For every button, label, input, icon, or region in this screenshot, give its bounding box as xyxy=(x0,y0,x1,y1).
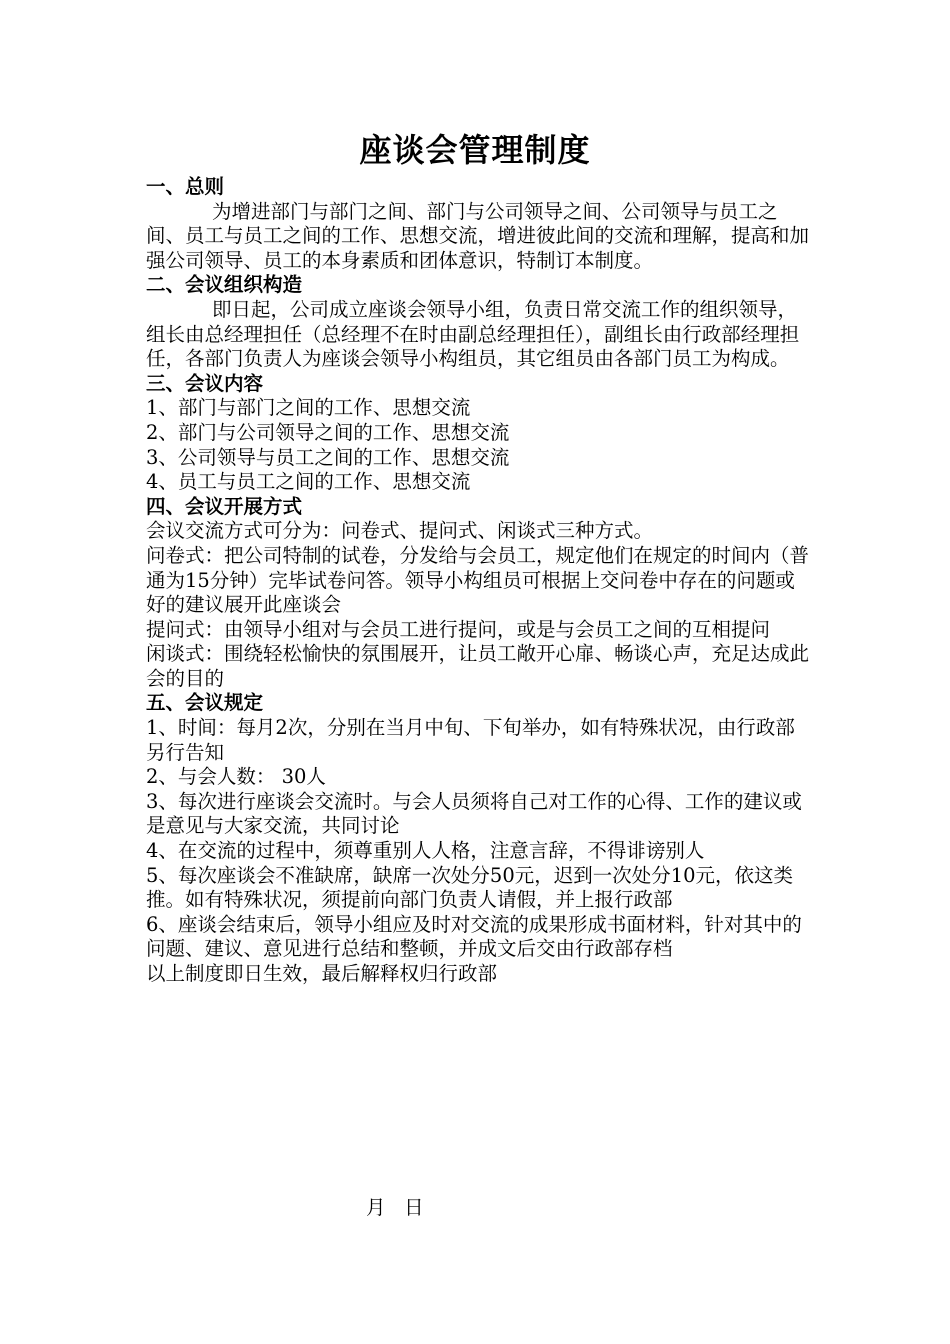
section-body-organization: 即日起，公司成立座谈会领导小组，负责日常交流工作的组织领导，组长由总经理担任（总经理不在时由副总经理担任），副组长由行政部经理担任，各部门负责人为座谈会领导小构组员，其它组员由各部门员工为构成。 xyxy=(146,297,800,371)
section-body-general: 为增进部门与部门之间、部门与公司领导之间、公司领导与员工之间、员工与员工之间的工作、思想交流，增进彼此间的交流和理解，提高和加强公司领导、员工的本身素质和团体意识，特制订本制度。 xyxy=(146,199,810,272)
document-body xyxy=(146,175,810,987)
list-item: 1、部门与部门之间的工作、思想交流 xyxy=(146,396,471,420)
section-heading-organization: 二、会议组织构造 xyxy=(146,273,303,297)
section-heading-rules: 五、会议规定 xyxy=(146,691,264,715)
list-item: 1、时间：每月2次，分别在当月中旬、下旬举办，如有特殊状况，由行政部另行告知 xyxy=(146,716,795,764)
list-item: 5、每次座谈会不准缺席，缺席一次处分50元，迟到一次处分10元，依这类推。如有特殊状况，须提前向部门负责人请假，并上报行政部 xyxy=(146,863,794,912)
list-item: 2、与会人数： 30人 xyxy=(146,765,326,789)
list-item: 3、每次进行座谈会交流时。与会人员须将自己对工作的心得、工作的建议或是意见与大家交流，共同讨论 xyxy=(146,789,802,838)
paragraph: 会议交流方式可分为：问卷式、提问式、闲谈式三种方式。 xyxy=(146,519,654,543)
list-item: 4、在交流的过程中，须尊重别人人格，注意言辞，不得诽谤别人 xyxy=(146,839,705,863)
date-line: 月 日 xyxy=(366,1196,424,1219)
list-item: 6、座谈会结束后，领导小组应及时对交流的成果形成书面材料，针对其中的问题、建议、意见进行总结和整顿，并成文后交由行政部存档 xyxy=(146,912,802,961)
paragraph: 问卷式：把公司特制的试卷，分发给与会员工，规定他们在规定的时间内（普通为15分钟）完毕试卷问答。领导小构组员可根据上交问卷中存在的问题或好的建议展开此座谈会 xyxy=(146,543,810,617)
paragraph: 提问式：由领导小组对与会员工进行提问，或是与会员工之间的互相提问 xyxy=(146,617,771,641)
closing-statement: 以上制度即日生效，最后解释权归行政部 xyxy=(146,962,498,985)
section-heading-methods: 四、会议开展方式 xyxy=(146,494,303,518)
section-heading-general: 一、总则 xyxy=(146,175,225,198)
list-item: 3、公司领导与员工之间的工作、思想交流 xyxy=(146,445,510,469)
page-title: 座谈会管理制度 xyxy=(359,131,591,169)
paragraph: 闲谈式：围绕轻松愉快的氛围展开，让员工敞开心扉、畅谈心声，充足达成此会的目的 xyxy=(146,642,810,690)
section-heading-content: 三、会议内容 xyxy=(146,371,264,395)
list-item: 4、员工与员工之间的工作、思想交流 xyxy=(146,470,471,494)
list-item: 2、部门与公司领导之间的工作、思想交流 xyxy=(146,420,510,444)
